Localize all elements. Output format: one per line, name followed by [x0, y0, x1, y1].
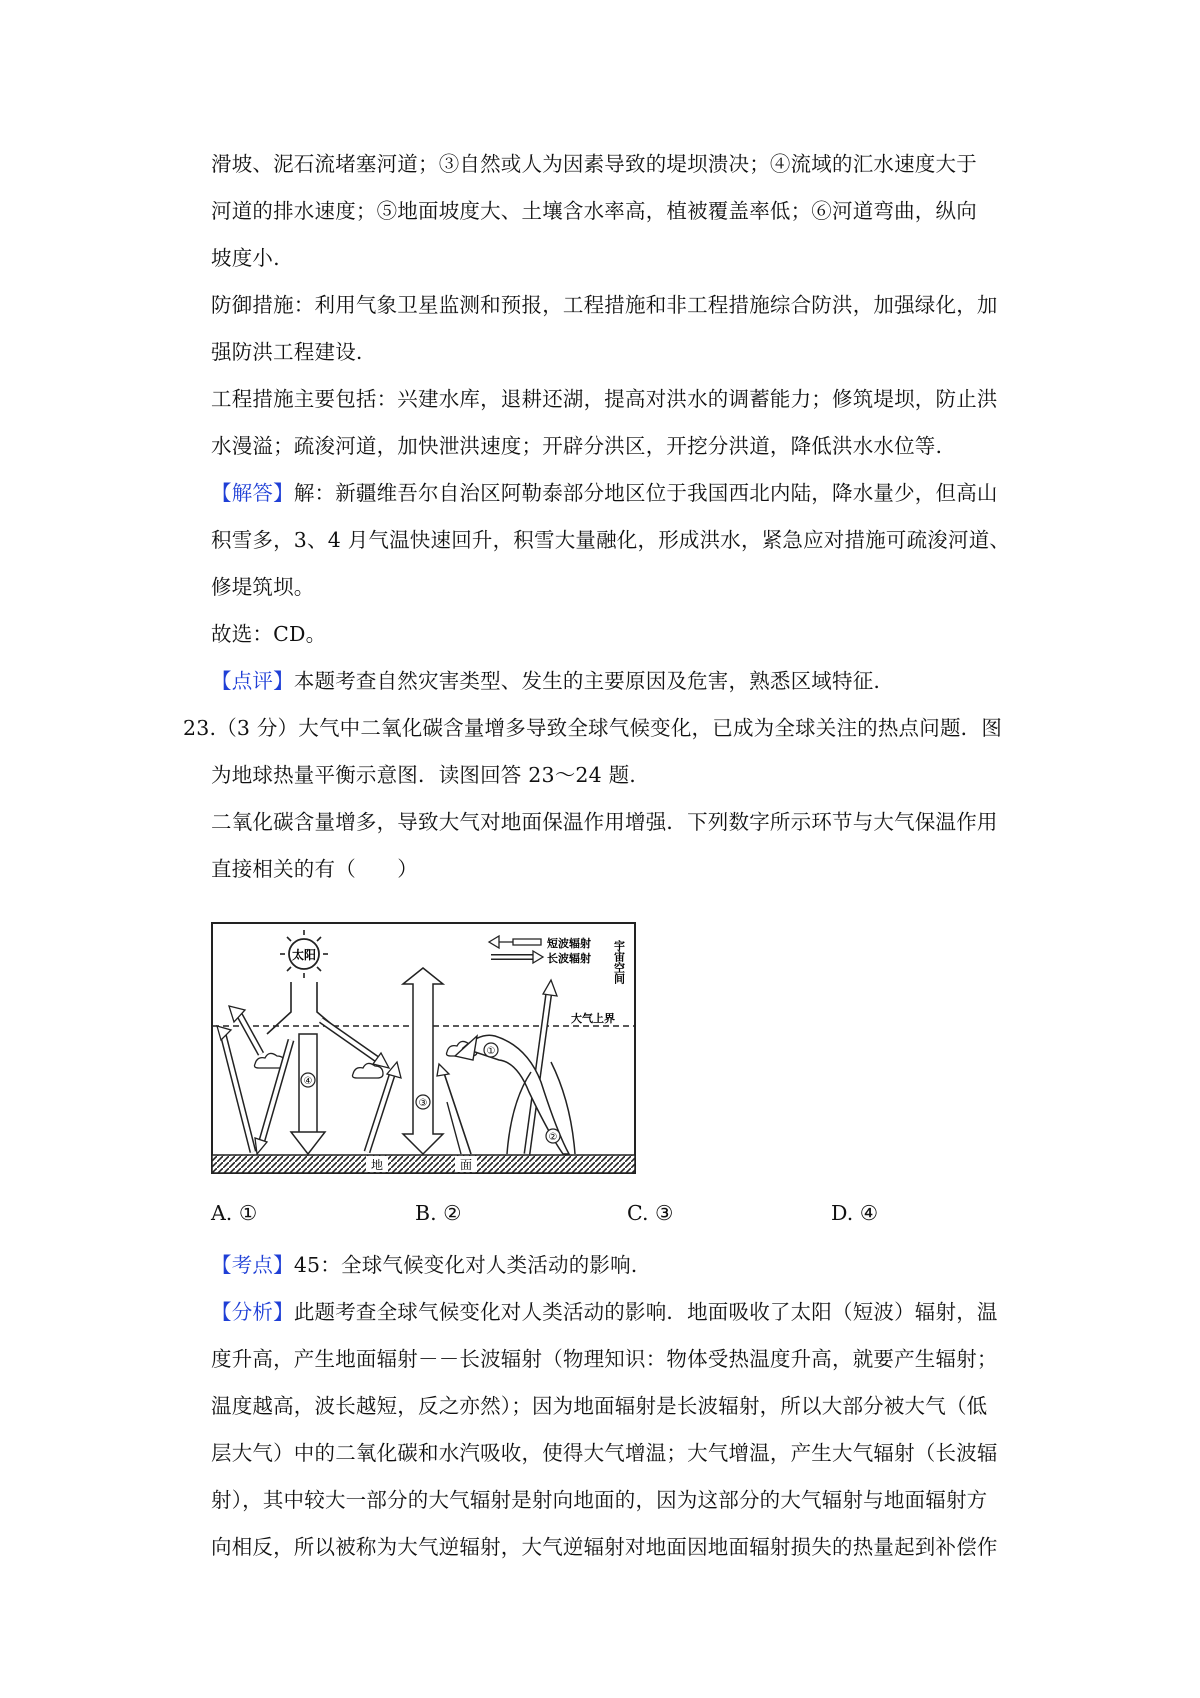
analysis-line-5: 射），其中较大一部分的大气辐射是射向地面的，因为这部分的大气辐射与地面辐射方 [211, 1488, 988, 1512]
option-letter: B. [415, 1201, 437, 1225]
analysis-line-6: 向相反，所以被称为大气逆辐射，大气逆辐射对地面因地面辐射损失的热量起到补偿作 [211, 1535, 998, 1559]
space-label: 宇宙空间 [612, 940, 626, 984]
ground-label-1: 地 [370, 1158, 384, 1172]
marker-1: ① [486, 1046, 496, 1057]
analysis-tag: 【分析】 [211, 1300, 294, 1324]
analysis-line-3: 温度越高，波长越短，反之亦然）；因为地面辐射是长波辐射，所以大部分被大气（低 [211, 1394, 988, 1418]
option-c [627, 1201, 673, 1225]
question-line-1 [183, 711, 1002, 741]
text-line: 强防洪工程建设. [211, 340, 363, 364]
option-letter: C. [627, 1201, 649, 1225]
answer-text: 解：新疆维吾尔自治区阿勒泰部分地区位于我国西北内陆，降水量少，但高山 [293, 481, 998, 505]
legend-short-label: 短波辐射 [547, 937, 591, 950]
option-value: ① [238, 1201, 258, 1225]
choice-line: 故选：CD。 [211, 622, 327, 646]
option-value: ② [443, 1201, 462, 1225]
question-line-4: 直接相关的有（ ） [211, 857, 418, 881]
atmosphere-top-label: 大气上界 [571, 1012, 615, 1025]
heat-balance-diagram [211, 922, 636, 1174]
kaodian-line [211, 1248, 638, 1278]
option-letter: D. [831, 1201, 854, 1225]
ground-label-2: 面 [459, 1158, 473, 1172]
question-text: （3 分）大气中二氧化碳含量增多导致全球气候变化，已成为全球关注的热点问题．图 [216, 716, 1003, 740]
answer-tag: 【解答】 [211, 481, 294, 505]
analysis-line-4: 层大气）中的二氧化碳和水汽吸收，使得大气增温；大气增温，产生大气辐射（长波辐 [211, 1441, 998, 1465]
option-letter: A. [211, 1201, 233, 1225]
marker-3: ③ [418, 1098, 428, 1109]
text-line: 水漫溢；疏浚河道，加快泄洪速度；开辟分洪区，开挖分洪道，降低洪水水位等. [211, 434, 943, 458]
legend-long-label: 长波辐射 [547, 952, 591, 965]
analysis-line-2: 度升高，产生地面辐射－－长波辐射（物理知识：物体受热温度升高，就要产生辐射； [211, 1347, 998, 1371]
analysis-line-1 [211, 1295, 998, 1325]
question-number: 23. [183, 716, 217, 740]
answer-line-1 [211, 476, 998, 506]
text-line: 坡度小. [211, 246, 280, 270]
text-line: 防御措施：利用气象卫星监测和预报，工程措施和非工程措施综合防洪，加强绿化，加 [211, 293, 998, 317]
option-a [211, 1201, 257, 1225]
question-line-3: 二氧化碳含量增多，导致大气对地面保温作用增强．下列数字所示环节与大气保温作用 [211, 810, 998, 834]
review-text: 本题考查自然灾害类型、发生的主要原因及危害，熟悉区域特征. [293, 669, 881, 693]
review-tag: 【点评】 [211, 669, 294, 693]
answer-line-2: 积雪多，3、4 月气温快速回升，积雪大量融化，形成洪水，紧急应对措施可疏浚河道、 [211, 528, 1011, 552]
option-value: ③ [655, 1201, 674, 1225]
text-line: 工程措施主要包括：兴建水库，退耕还湖，提高对洪水的调蓄能力；修筑堤坝，防止洪 [211, 387, 998, 411]
question-line-2: 为地球热量平衡示意图．读图回答 23～24 题. [211, 763, 637, 787]
option-d [831, 1201, 878, 1225]
marker-2: ② [548, 1132, 558, 1143]
ground-strip [212, 1155, 635, 1173]
marker-4: ④ [303, 1076, 313, 1087]
answer-line-3: 修堤筑坝。 [211, 575, 315, 599]
sun-label: 太阳 [291, 948, 317, 962]
review-line [211, 664, 880, 694]
kaodian-tag: 【考点】 [211, 1253, 294, 1277]
text-line: 河道的排水速度；⑤地面坡度大、土壤含水率高，植被覆盖率低；⑥河道弯曲，纵向 [211, 199, 977, 223]
option-value: ④ [859, 1201, 879, 1225]
analysis-text: 此题考查全球气候变化对人类活动的影响．地面吸收了太阳（短波）辐射，温 [293, 1300, 998, 1324]
text-line: 滑坡、泥石流堵塞河道；③自然或人为因素导致的堤坝溃决；④流域的汇水速度大于 [211, 152, 977, 176]
option-b [415, 1201, 462, 1225]
kaodian-text: 45：全球气候变化对人类活动的影响. [293, 1253, 638, 1277]
